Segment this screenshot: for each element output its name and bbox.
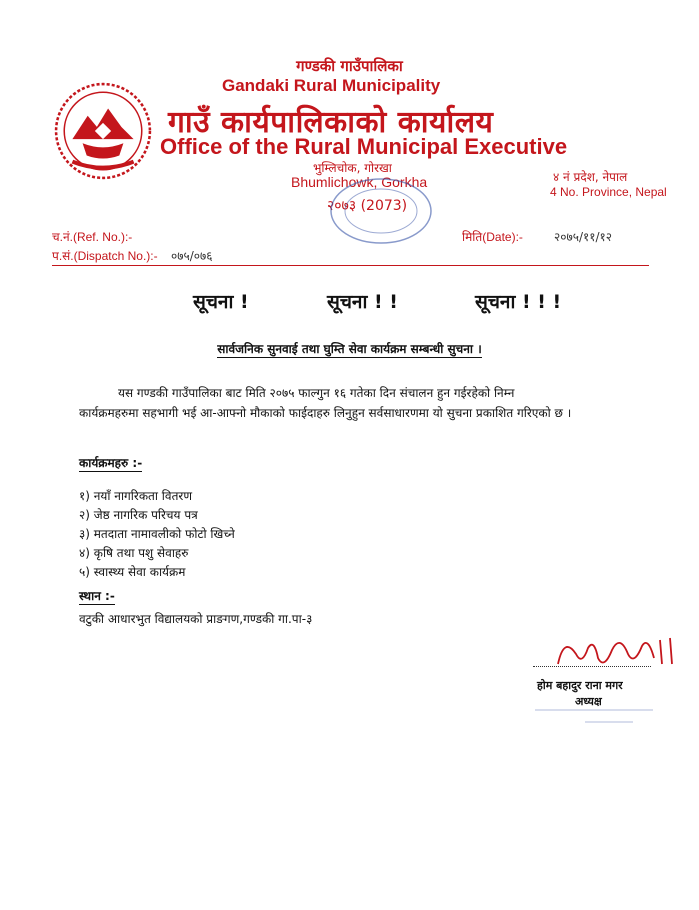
program-item: २) जेष्ठ नागरिक परिचय पत्र bbox=[79, 508, 198, 522]
date-value: २०७५/११/१२ bbox=[554, 230, 613, 244]
ref-number-label: च.नं.(Ref. No.):- bbox=[52, 230, 133, 244]
signature-icon bbox=[550, 630, 684, 674]
signatory-title: अध्यक्ष bbox=[575, 695, 602, 708]
body-paragraph-line-1: यस गण्डकी गाउँपालिका बाट मिति २०७५ फाल्गुन १६ गतेका दिन संचालन हुन गईरहेको निम्न bbox=[118, 386, 515, 400]
programs-heading: कार्यक्रमहरु :- bbox=[79, 456, 143, 470]
program-item: ५) स्वास्थ्य सेवा कार्यक्रम bbox=[79, 565, 186, 579]
subject-line bbox=[0, 340, 699, 357]
signature-line bbox=[533, 666, 651, 667]
nepal-emblem-icon bbox=[52, 80, 154, 182]
office-name-english: Office of the Rural Municipal Executive bbox=[160, 134, 568, 159]
office-seal-icon bbox=[327, 176, 435, 246]
program-item: ४) कृषि तथा पशु सेवाहरु bbox=[79, 546, 189, 560]
province-nepali: ४ नं प्रदेश, नेपाल bbox=[553, 170, 628, 184]
province-english: 4 No. Province, Nepal bbox=[550, 185, 667, 199]
subject-text: सार्वजनिक सुनवाई तथा घुम्ति सेवा कार्यक्रम सम्बन्धी सुचना । bbox=[217, 342, 482, 356]
date-label: मिति(Date):- bbox=[462, 230, 523, 244]
office-name-nepali: गाउँ कार्यपालिकाको कार्यालय bbox=[168, 105, 494, 140]
dispatch-number-value: ०७५/०७६ bbox=[171, 249, 213, 263]
dispatch-number-label: प.सं.(Dispatch No.):- bbox=[52, 249, 158, 263]
header-divider bbox=[52, 265, 649, 266]
notice-heading-3: सूचना ! ! ! bbox=[475, 291, 562, 313]
municipality-name-english: Gandaki Rural Municipality bbox=[222, 76, 441, 95]
established-year: २०७३ (2073) bbox=[327, 198, 408, 214]
location-value: वटुकी आधारभुत विद्यालयको प्राङगण,गण्डकी गा.पा-३ bbox=[79, 612, 313, 626]
municipality-name-nepali: गण्डकी गाउँपालिका bbox=[296, 57, 403, 75]
program-item: १) नयाँ नागरिकता वितरण bbox=[79, 489, 193, 503]
location-heading: स्थान :- bbox=[79, 589, 115, 603]
signatory-name: होम बहादुर राना मगर bbox=[537, 679, 623, 692]
address-english: Bhumlichowk, Gorkha bbox=[291, 174, 428, 190]
notice-heading-1: सूचना ! bbox=[193, 291, 249, 313]
program-item: ३) मतदाता नामावलीको फोटो खिच्ने bbox=[79, 527, 235, 541]
body-paragraph-line-2: कार्यक्रमहरुमा सहभागी भई आ-आफ्नो मौकाको फाईदाहरु लिनुहुन सर्वसाधारणमा यो सुचना प्रकाशित गरिएको छ । bbox=[79, 406, 572, 420]
address-nepali: भुम्लिचोक, गोरखा bbox=[313, 161, 392, 175]
notice-heading-2: सूचना ! ! bbox=[327, 291, 398, 313]
